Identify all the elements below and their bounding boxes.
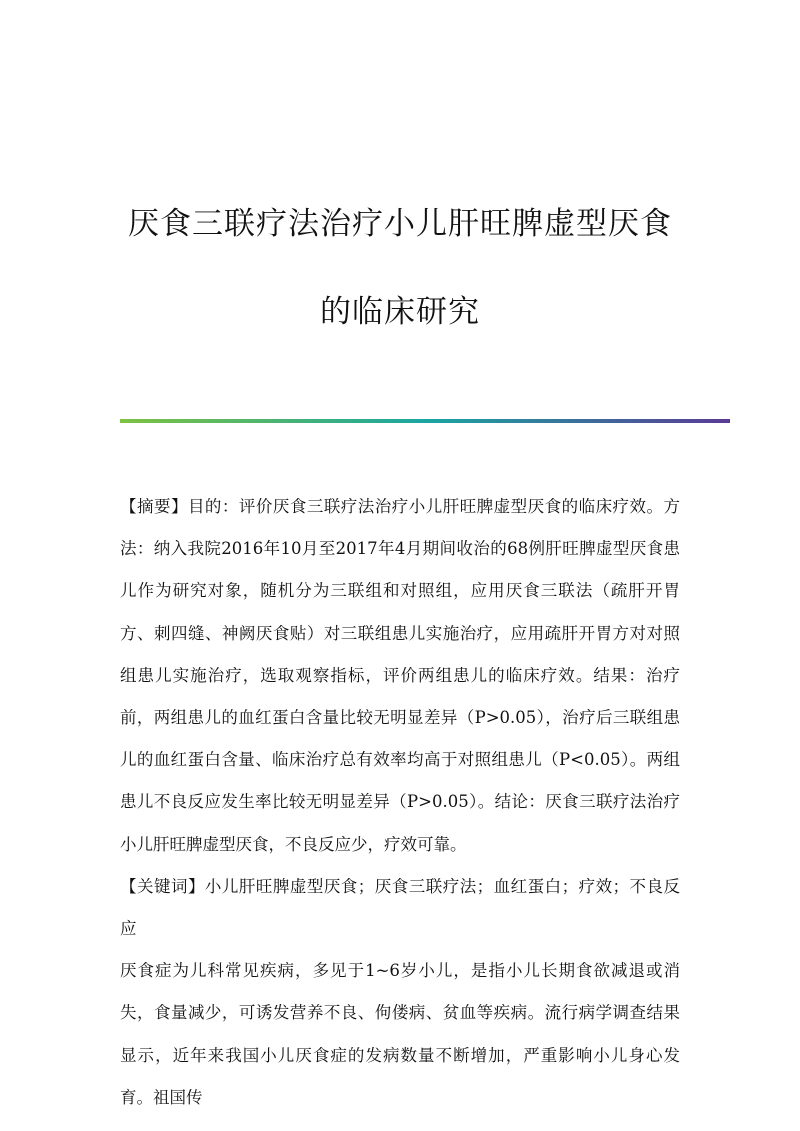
title-line-2: 的临床研究 [320, 294, 480, 330]
body-text [120, 486, 680, 1119]
document-title [60, 180, 740, 356]
intro-paragraph: 厌食症为儿科常见疾病，多见于1~6岁小儿，是指小儿长期食欲减退或消失，食量减少，可诱发营养不良、佝偻病、贫血等疾病。流行病学调查结果显示，近年来我国小儿厌食症的发病数量不断增加，严重影响小儿身心发育。祖国传 [120, 961, 680, 1107]
title-line-1: 厌食三联疗法治疗小儿肝旺脾虚型厌食 [128, 206, 672, 242]
gradient-divider [120, 419, 730, 423]
abstract-paragraph: 【摘要】目的：评价厌食三联疗法治疗小儿肝旺脾虚型厌食的临床疗效。方法：纳入我院2016年10月至2017年4月期间收治的68例肝旺脾虚型厌食患儿作为研究对象，随机分为三联组和对照组，应用厌食三联法（疏肝开胃方、刺四缝、神阙厌食贴）对三联组患儿实施治疗，应用疏肝开胃方对对照组患儿实施治疗，选取观察指标，评价两组患儿的临床疗效。结果：治疗前，两组患儿的血红蛋白含量比较无明显差异（P>0.05），治疗后三联组患儿的血红蛋白含量、临床治疗总有效率均高于对照组患儿（P<0.05）。两组患儿不良反应发生率比较无明显差异（P>0.05）。结论：厌食三联疗法治疗小儿肝旺脾虚型厌食，不良反应少，疗效可靠。 [120, 497, 680, 854]
keywords-paragraph: 【关键词】小儿肝旺脾虚型厌食；厌食三联疗法；血红蛋白；疗效；不良反应 [120, 876, 680, 939]
